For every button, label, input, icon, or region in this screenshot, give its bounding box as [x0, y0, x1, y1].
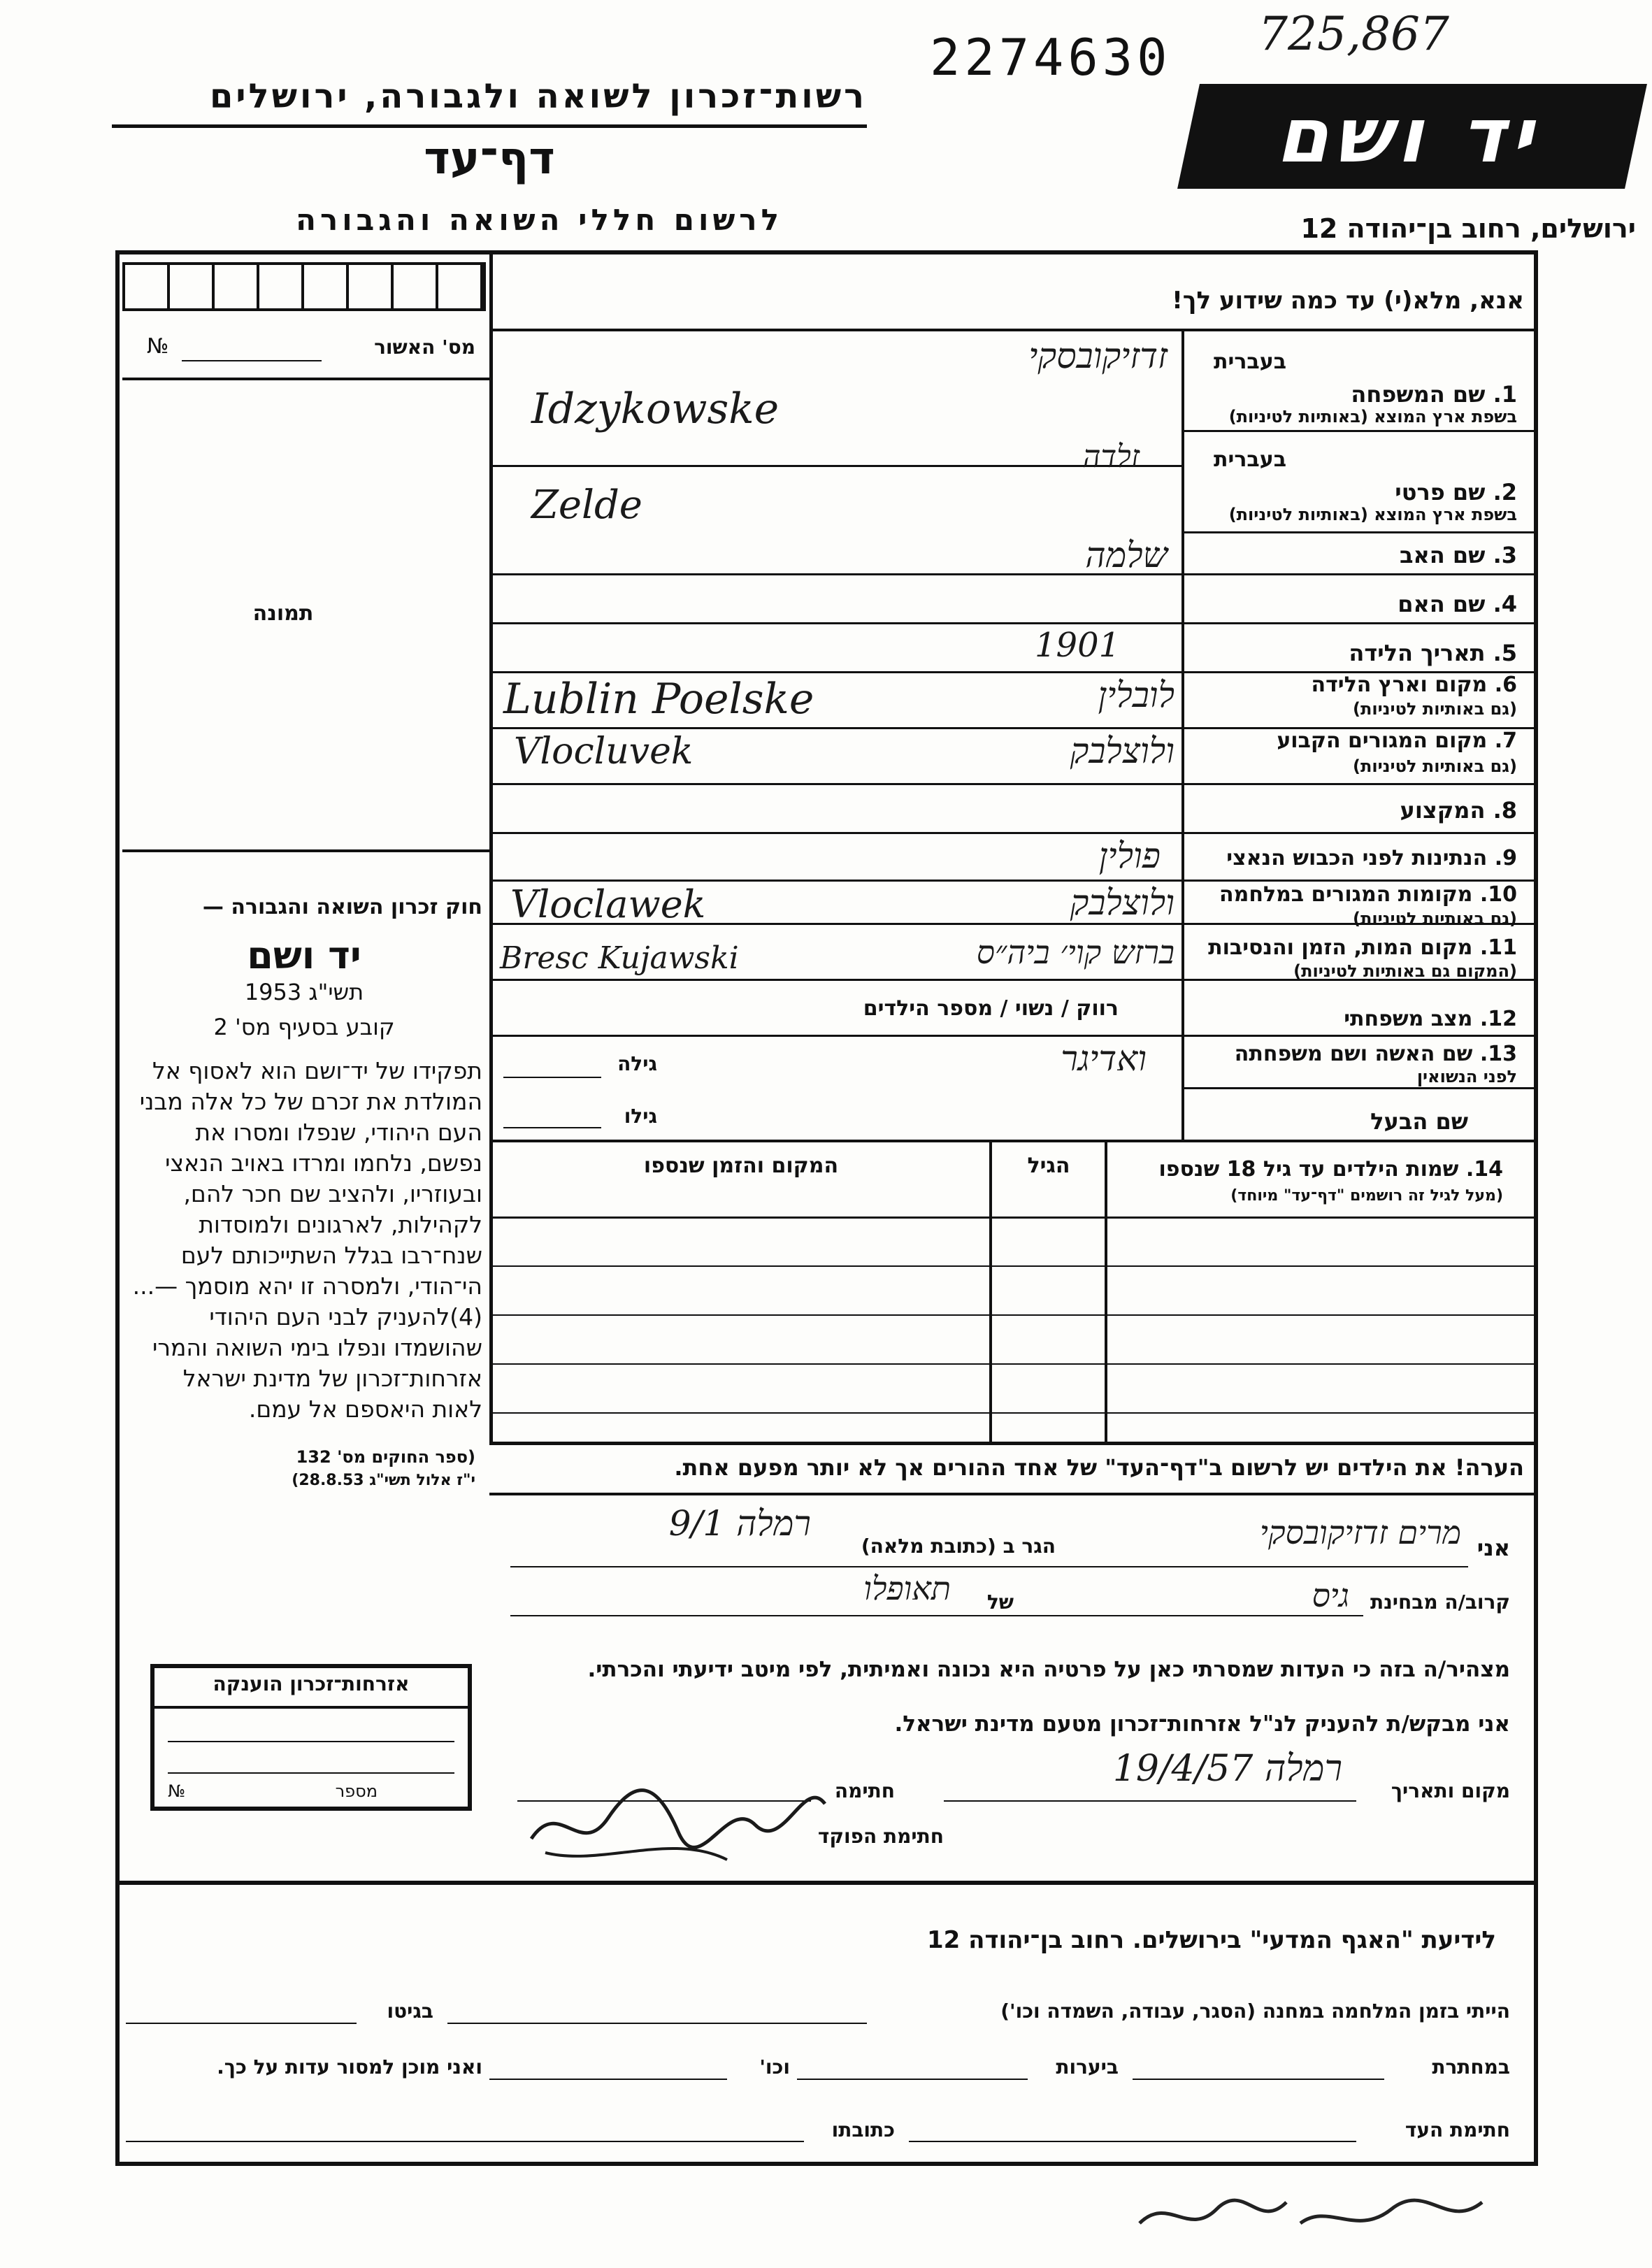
field-3-text: שם האב — [1399, 542, 1486, 568]
field-2-value-hebrew[interactable]: זלדה — [1082, 439, 1140, 475]
citizenship-dotted-1 — [168, 1741, 454, 1742]
spouse-age-label-1: גילה — [617, 1052, 657, 1075]
field-7-text: מקום המגורים הקבוע — [1277, 729, 1488, 753]
relation-label: קרוב/ה מבחינת — [1370, 1591, 1510, 1614]
photo-separator — [122, 849, 489, 852]
field-4-text: שם האם — [1398, 591, 1486, 617]
field-10-value-hebrew[interactable]: ולוצלבק — [1070, 882, 1175, 923]
field-10-value-latin[interactable]: Vloclawek — [510, 882, 706, 926]
photo-label: תמונה — [252, 601, 314, 626]
bottom-line3-address: כתובתו — [831, 2118, 895, 2141]
field-2-lang: בעברית — [1214, 447, 1286, 472]
law-source: (ספר החוקים מס' 132 — [296, 1447, 475, 1467]
declarant-name[interactable]: מרים זדזיקובסקי — [1259, 1514, 1461, 1551]
field-5-num: 5. — [1493, 640, 1517, 666]
field-13-value[interactable]: ואדיגר — [1061, 1038, 1147, 1079]
signature-scribble — [517, 1755, 839, 1867]
spouse-age-label-2: גילו — [624, 1105, 657, 1128]
field-7-sub: (גם באותיות לטיניות) — [1353, 756, 1517, 776]
children-row-line — [493, 1314, 1535, 1316]
bottom-line2-forests: ביערות — [1056, 2055, 1119, 2079]
declaration-statement: מצהיר/ה בזה כי העדות שמסרתי כאן על פרטיה היא נכונה ואמיתית, לפי מיטב ידיעתי והכרתי. — [587, 1657, 1510, 1682]
cert-separator — [122, 378, 489, 380]
place-date-value[interactable]: רמלה 19/4/57 — [1112, 1748, 1342, 1790]
declaration-i-label: אני — [1477, 1535, 1510, 1561]
field-4-label — [1188, 591, 1517, 617]
field-13-num: 13. — [1479, 1042, 1517, 1066]
row-sep — [1184, 531, 1534, 533]
row-sep — [1184, 1087, 1534, 1089]
bottom-line2-underground: במחתרת — [1432, 2055, 1510, 2079]
law-text: תפקידו של יד־ושם הוא לאסוף אל המולדת את זכרם של כל אלה מבני העם היהודי, שנפלו ומסרו את נפשם, נלחמו ומרדו באויב הנאצי ובעוזריו, ולהציב שם חכר להם, לקהילות, לארגונים ולמוסדות שנח־רבו בגלל השתייכותם לעם הי־הודי, ולמסרה זו יהא מוסמך —...(4)להעניק לבני העם היהודי שהושמדו ונפלו בימי השואה והמרי אזרחות־זכרון של מדינת ישראל לאות היאספם אל עמם. — [132, 1057, 482, 1423]
children-row-line — [493, 1412, 1535, 1414]
left-column-divider — [489, 254, 493, 1443]
law-name: יד ושם — [247, 933, 361, 977]
children-col-divider-2 — [1105, 1142, 1107, 1443]
field-1-num: 1. — [1493, 381, 1517, 408]
field-6-value-latin[interactable]: Lublin Poelske — [503, 675, 814, 724]
declaration-address-label: הגר ב (כתובת מלאה) — [861, 1535, 1056, 1558]
field-6-num: 6. — [1494, 673, 1517, 697]
remark-line — [489, 1493, 1535, 1495]
citizenship-dotted-2 — [168, 1772, 454, 1774]
row-sep — [493, 1140, 1535, 1142]
field-1-sub: בשפת ארץ המוצא (באותיות לטיניות) — [1228, 407, 1517, 426]
bottom-line3-blank-2 — [126, 2141, 804, 2142]
field-1-text: שם המשפחה — [1351, 381, 1486, 408]
field-2-text: שם פרטי — [1395, 479, 1486, 505]
cert-checkbox-row[interactable] — [122, 262, 486, 311]
children-row-line — [493, 1363, 1535, 1365]
row-sep — [493, 880, 1535, 882]
field-1-lang: בעברית — [1214, 350, 1286, 374]
authority-line: רשות־זכרון לשואה ולגבורה, ירושלים — [209, 77, 867, 116]
bottom-line1-blank-2 — [126, 2023, 357, 2024]
field-10-sub: (גם באותיות לטיניות) — [1353, 909, 1517, 928]
logo-text: יד ושם — [1272, 92, 1553, 180]
children-age-header: הגיל — [1027, 1154, 1070, 1178]
declaration-line-1 — [510, 1566, 1468, 1567]
bottom-line2-blank-1 — [1133, 2079, 1384, 2080]
field-13-sub: לפני הנשואין — [1416, 1067, 1517, 1086]
place-date-line — [944, 1800, 1356, 1802]
relation-value[interactable]: גיס — [1312, 1577, 1349, 1614]
cert-number-line — [182, 360, 322, 361]
bottom-line2-blank-3 — [489, 2079, 727, 2080]
field-10-text: מקומות המגורים במלחמה — [1219, 882, 1473, 907]
authority-underline — [112, 124, 867, 128]
field-13-text: שם האשה ושם משפחתה — [1234, 1042, 1473, 1066]
field-5-label — [1188, 640, 1517, 666]
of-value[interactable]: תאופלו — [863, 1570, 951, 1607]
declaration-line-2 — [510, 1615, 1363, 1616]
field-9-num: 9. — [1494, 846, 1517, 870]
field-11-sub: (המקום גם באותיות לטיניות) — [1293, 961, 1517, 981]
bottom-line2-blank-2 — [797, 2079, 1028, 2080]
field-11-value-hebrew[interactable]: ברזש קוי׳ ביה״ס — [976, 933, 1175, 971]
form-subtitle: לרשום חללי השואה והגבורה — [296, 203, 783, 237]
field-9-text: הנתינות לפני הכבוש הנאצי — [1226, 846, 1488, 870]
yad-vashem-logo — [1177, 84, 1647, 189]
field-6-text: מקום וארץ הלידה — [1311, 673, 1488, 697]
field-6-value-hebrew[interactable]: לובלין — [1098, 675, 1175, 715]
field-1-label — [1188, 381, 1517, 408]
field-11-num: 11. — [1479, 935, 1517, 960]
field-1-value-latin[interactable]: Idzykowske — [531, 385, 780, 433]
officer-signature-label: חתימת הפוקד — [817, 1825, 944, 1848]
field-11-label — [1188, 935, 1517, 960]
form-number: 2274630 — [930, 28, 1172, 87]
bottom-scribble — [1133, 2181, 1496, 2244]
cert-number-label: מס' האשור — [374, 336, 475, 359]
instruction: אנא, מלא(י) עד כמה שידוע לך! — [1172, 287, 1524, 315]
cert-number-sign: № — [147, 334, 169, 359]
children-note: (מעל לגיל זה רושמים "דף־עד" מיוחד) — [1230, 1187, 1503, 1205]
handwritten-reference: 725,867 — [1258, 7, 1449, 61]
declaration-address-value[interactable]: רמלה 9/1 — [668, 1503, 811, 1544]
children-row-line — [493, 1265, 1535, 1267]
field-6-sub: (גם באותיות לטיניות) — [1353, 699, 1517, 719]
row-sep — [1184, 430, 1534, 432]
bottom-line2-etc: וכו' — [759, 2055, 790, 2079]
children-title — [1112, 1157, 1503, 1182]
field-1-value-hebrew[interactable]: זדזיקובסקי — [1028, 336, 1168, 376]
children-bottom-line — [489, 1442, 1535, 1445]
law-year: תשי"ג 1953 — [244, 979, 364, 1005]
bottom-line2-ready: ואני מוכן למסור עדות על כך. — [217, 2055, 482, 2079]
field-3-label — [1188, 542, 1517, 568]
field-12-label — [1188, 1007, 1517, 1031]
field-7-num: 7. — [1494, 729, 1517, 753]
bottom-line1-blank — [447, 2023, 867, 2024]
declaration-request: אני מבקש/ת להעניק לנ"ל אזרחות־זכרון מטעם מדינת ישראל. — [894, 1711, 1510, 1737]
field-5-text: תאריך הלידה — [1349, 640, 1486, 666]
field-12-text: מצב משפחתי — [1344, 1007, 1473, 1031]
law-section: קובע בסעיף מס' 2 — [213, 1014, 395, 1040]
law-title: חוק זכרון השואה והגבורה — — [202, 895, 482, 919]
field-12-num: 12. — [1479, 1007, 1517, 1031]
row-sep — [493, 1035, 1535, 1037]
field-8-num: 8. — [1493, 797, 1517, 824]
children-col-divider-1 — [989, 1142, 992, 1443]
children-place-header: המקום והזמן שנספו — [643, 1154, 839, 1178]
citizenship-title-line — [155, 1706, 468, 1709]
field-13-label — [1188, 1042, 1517, 1066]
spouse-age-line-2 — [503, 1127, 601, 1128]
citizenship-number-sign: № — [168, 1781, 185, 1801]
header-address: ירושלים, רחוב בן־יהודה 12 — [1300, 213, 1636, 244]
row-sep — [493, 832, 1535, 834]
spouse-age-line-1 — [503, 1077, 601, 1078]
place-date-label: מקום ותאריך — [1391, 1779, 1510, 1802]
husband-label: שם הבעל — [1370, 1108, 1468, 1135]
children-title-text: שמות הילדים עד גיל 18 שנספו — [1158, 1157, 1459, 1182]
field-11-text: מקום המות, הזמן והנסיבות — [1208, 935, 1473, 960]
citizenship-number-label: מספר — [335, 1781, 378, 1801]
field-7-label — [1188, 729, 1517, 753]
field-9-value[interactable]: פולין — [1098, 835, 1161, 876]
field-9-label — [1188, 846, 1517, 870]
field-10-label — [1188, 882, 1517, 907]
field-5-value[interactable]: 1901 — [1035, 626, 1121, 665]
field-2-value-latin[interactable]: Zelde — [531, 482, 642, 528]
label-column-divider — [1181, 331, 1184, 1142]
marital-status-options[interactable]: רווק / נשוי / מספר הילדים — [863, 996, 1119, 1021]
law-date: י"ז אלול תשי"ג 28.8.53) — [292, 1472, 475, 1489]
children-header-line — [493, 1216, 1535, 1219]
form-title: דף־עד — [424, 133, 555, 185]
bottom-section-divider — [115, 1881, 1538, 1885]
field-2-label — [1188, 479, 1517, 505]
bottom-line1-camp: הייתי בזמן המלחמה במחנה (הסגר, עבודה, השמדה וכו') — [1000, 2000, 1510, 2023]
field-11-value-latin[interactable]: Bresc Kujawski — [500, 940, 739, 976]
field-6-label — [1188, 673, 1517, 697]
bottom-line3-witness: חתימת העד — [1405, 2118, 1510, 2141]
citizenship-box-title: אזרחות־זכרון הוענקה — [213, 1672, 410, 1695]
bottom-line3-blank-1 — [909, 2141, 1356, 2142]
field-7-value-hebrew[interactable]: ולוצלבק — [1070, 731, 1175, 771]
of-label: של — [986, 1591, 1014, 1614]
field-3-value[interactable]: שלמה — [1085, 535, 1168, 575]
instruction-separator — [489, 329, 1535, 331]
field-2-sub: בשפת ארץ המוצא (באותיות לטיניות) — [1228, 505, 1517, 524]
field-7-value-latin[interactable]: Vlocluvek — [514, 731, 694, 773]
bottom-title: לידיעת "האגף המדעי" בירושלים. רחוב בן־יהודה 12 — [926, 1926, 1496, 1954]
field-10-num: 10. — [1479, 882, 1517, 907]
children-num: 14. — [1465, 1157, 1503, 1182]
field-8-label — [1188, 797, 1517, 824]
row-sep — [493, 622, 1535, 624]
row-sep — [493, 783, 1535, 785]
field-2-num: 2. — [1493, 479, 1517, 505]
field-3-num: 3. — [1493, 542, 1517, 568]
signature-label: חתימה — [834, 1779, 895, 1802]
field-4-num: 4. — [1493, 591, 1517, 617]
remark: הערה! את הילדים יש לרשום ב"דף־העד" של אחד ההורים אך לא יותר מפעם אחת. — [674, 1454, 1524, 1481]
field-8-text: המקצוע — [1400, 797, 1486, 824]
bottom-line1-ghetto: בגיטו — [387, 2000, 433, 2023]
